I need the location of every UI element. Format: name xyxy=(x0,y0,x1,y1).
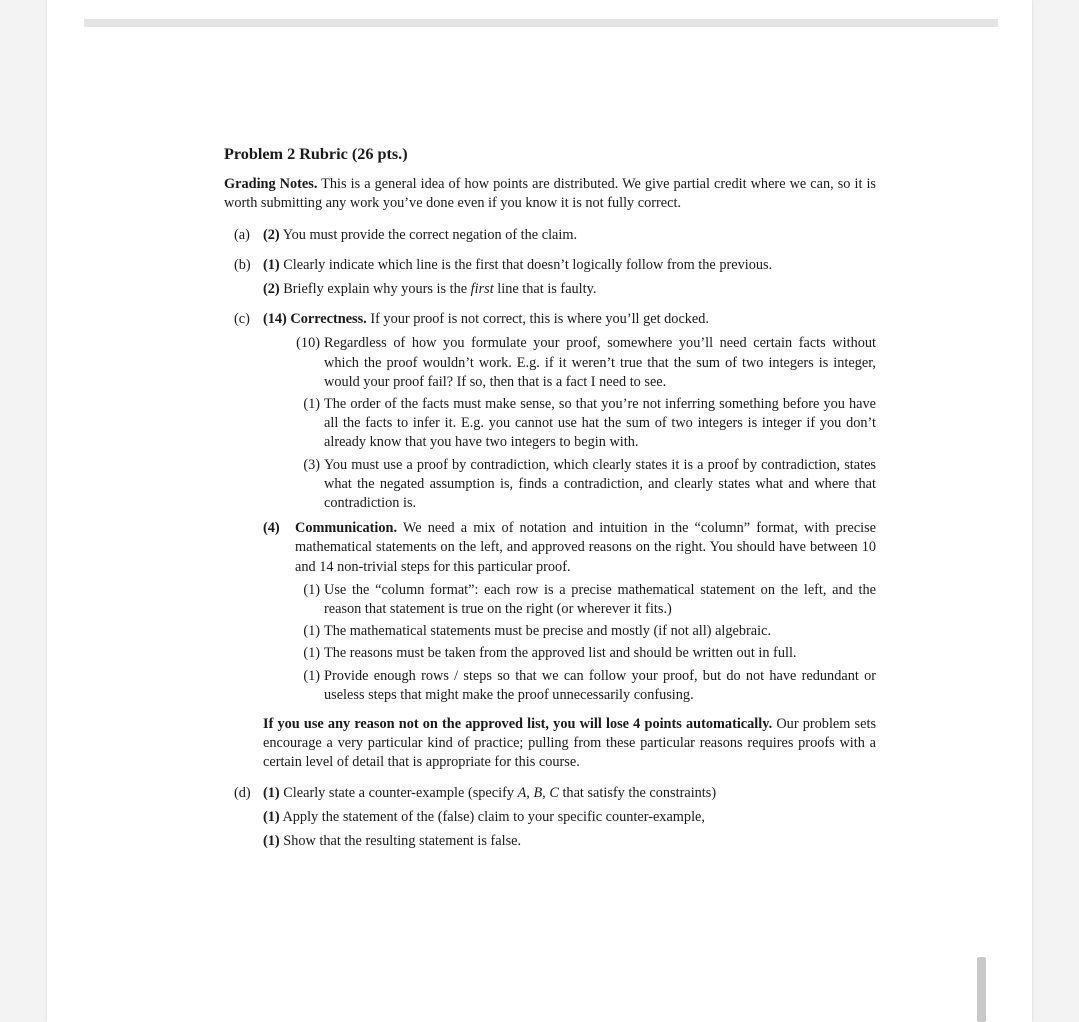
communication-item: (1) Use the “column format”: each row is a precise mathematical statement on the left, and the reason that statement is true on the right (or wherever it fits.) xyxy=(303,581,876,618)
warning-text: Our problem sets encourage a very particular kind of practice; pulling from these particular reasons requires proofs with a certain level of detail that is appropriate for this course. xyxy=(263,716,877,771)
part-a-label: (a) xyxy=(234,226,250,243)
part-c xyxy=(224,310,876,772)
part-d-line2-points: (1) xyxy=(263,808,280,825)
communication-section xyxy=(263,519,876,772)
communication-item: (1) The reasons must be taken from the approved list and should be written out in full. xyxy=(303,645,797,662)
communication-text: We need a mix of notation and intuition in the “column” format, with precise mathematical statements on the left, and approved reasons on the right. You should have between 10 and 14 non-trivial steps for this particular proof. xyxy=(295,520,876,575)
rubric-content xyxy=(224,145,876,862)
page-top-rule xyxy=(84,19,998,27)
part-b-line2-points: (2) xyxy=(263,281,280,298)
warning-bold: If you use any reason not on the approved list, you will lose 4 points automatically. xyxy=(263,716,773,733)
part-b-line1-text: Clearly indicate which line is the first that doesn’t logically follow from the previous. xyxy=(279,256,773,273)
communication-item: (1) The mathematical statements must be precise and mostly (if not all) algebraic. xyxy=(303,623,772,640)
correctness-text: If your proof is not correct, this is where you’ll get docked. xyxy=(366,311,710,328)
part-b-line1-points: (1) xyxy=(263,256,280,273)
part-b-line2-emphasis: first xyxy=(470,281,494,298)
document-page xyxy=(47,0,1032,1022)
communication-item: (1) Provide enough rows / steps so that we can follow your proof, but do not have redundant or useless steps that might make the proof unnecessarily confusing. xyxy=(303,667,876,703)
part-d-label: (d) xyxy=(234,784,251,801)
part-d-line3-text: Show that the resulting statement is false. xyxy=(279,833,522,850)
correctness-items xyxy=(263,334,876,513)
part-d-line1-points: (1) xyxy=(263,784,280,801)
part-d-line1-pre: Clearly state a counter-example (specify xyxy=(279,784,518,801)
part-d-line2-text: Apply the statement of the (false) claim to your specific counter-example, xyxy=(279,808,705,825)
scrollbar-thumb[interactable] xyxy=(977,957,986,1022)
part-d-line1-math: A, B, C xyxy=(517,784,559,801)
grading-notes-label: Grading Notes. xyxy=(224,176,318,193)
correctness-points: (14) xyxy=(263,311,287,328)
part-a-text: You must provide the correct negation of the claim. xyxy=(279,226,578,243)
correctness-item: (10) Regardless of how you formulate your proof, somewhere you’ll need certain facts without which the proof wouldn’t work. E.g. if it weren’t true that the sum of two integers is integer, would your proof fail? If so, then that is a fact I need to see. xyxy=(296,335,876,390)
part-d-line1-post: that satisfy the constraints) xyxy=(558,784,717,801)
part-b-line2-pre: Briefly explain why yours is the xyxy=(279,281,471,298)
communication-head xyxy=(263,519,876,577)
part-a-points: (2) xyxy=(263,226,280,243)
communication-points: (4) xyxy=(263,520,280,537)
rubric-title: Problem 2 Rubric (26 pts.) xyxy=(224,145,408,163)
correctness-title: Correctness. xyxy=(286,311,367,328)
part-d xyxy=(224,784,876,852)
correctness-item: (3) You must use a proof by contradiction, which clearly states it is a proof by contradiction, states what the negated assumption is, finds a contradiction, and clearly states what and where that contradiction is. xyxy=(303,456,876,512)
communication-title: Communication. xyxy=(295,520,398,537)
communication-items xyxy=(263,581,876,705)
part-b xyxy=(224,256,876,299)
part-a xyxy=(224,226,876,245)
part-c-label: (c) xyxy=(234,311,250,328)
part-d-line3-points: (1) xyxy=(263,833,280,850)
part-b-label: (b) xyxy=(234,256,251,273)
grading-notes-text: This is a general idea of how points are distributed. We give partial credit where we can, so it is worth submitting any work you’ve done even if you know it is not fully correct. xyxy=(224,176,876,212)
part-b-line2-post: line that is faulty. xyxy=(493,281,597,298)
correctness-item: (1) The order of the facts must make sense, so that you’re not inferring something before you have all the facts to infer it. E.g. you cannot use hat the sum of two integers is integer if you don’t already know that you have two integers to begin with. xyxy=(303,396,876,451)
approved-list-warning xyxy=(263,715,876,773)
grading-notes xyxy=(224,175,876,213)
